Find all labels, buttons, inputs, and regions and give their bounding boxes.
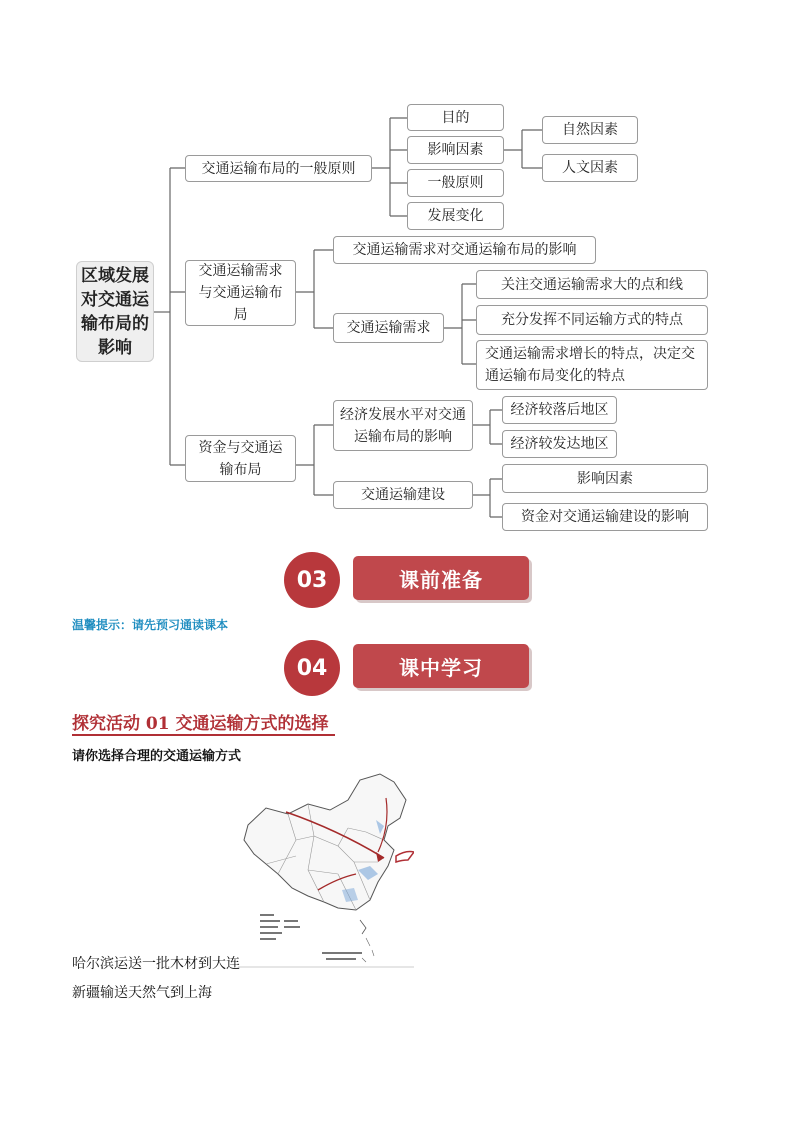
node-transport-demand: 交通运输需求 [333, 313, 444, 343]
branch-capital-layout: 资金与交通运输布局 [185, 435, 296, 482]
node-demand-points: 关注交通运输需求大的点和线 [476, 270, 708, 299]
node-less-developed: 经济较落后地区 [502, 396, 617, 424]
node-purpose: 目的 [407, 104, 504, 131]
node-human-factors: 人文因素 [542, 154, 638, 182]
branch-general-principles: 交通运输布局的一般原则 [185, 155, 372, 182]
node-more-developed: 经济较发达地区 [502, 430, 617, 458]
mindmap-root: 区域发展对交通运输布局的影响 [76, 261, 154, 362]
tip-text: 温馨提示：请先预习通读课本 [72, 618, 229, 632]
node-economic-level: 经济发展水平对交通运输布局的影响 [333, 400, 473, 451]
activity-prompt: 请你选择合理的交通运输方式 [72, 749, 242, 764]
node-general-principle: 一般原则 [407, 169, 504, 197]
section-number-badge: 03 [284, 552, 340, 608]
section-title-banner: 课前准备 [353, 556, 529, 600]
node-development-change: 发展变化 [407, 202, 504, 230]
node-demand-impact: 交通运输需求对交通运输布局的影响 [333, 236, 596, 264]
china-map-image [238, 770, 414, 968]
node-transport-modes: 充分发挥不同运输方式的特点 [476, 305, 708, 335]
section-number-badge: 04 [284, 640, 340, 696]
node-demand-growth: 交通运输需求增长的特点，决定交通运输布局变化的特点 [476, 340, 708, 390]
node-capital-impact: 资金对交通运输建设的影响 [502, 503, 708, 531]
activity-title: 探究活动 01 交通运输方式的选择 [72, 709, 335, 736]
node-natural-factors: 自然因素 [542, 116, 638, 144]
node-construction-factors: 影响因素 [502, 464, 708, 493]
question-item: 新疆输送天然气到上海 [72, 985, 212, 1001]
section-title-banner: 课中学习 [353, 644, 529, 688]
node-influencing-factors: 影响因素 [407, 136, 504, 164]
question-item: 哈尔滨运送一批木材到大连 [72, 956, 240, 972]
node-transport-construction: 交通运输建设 [333, 481, 473, 509]
branch-demand-layout: 交通运输需求与交通运输布局 [185, 260, 296, 326]
